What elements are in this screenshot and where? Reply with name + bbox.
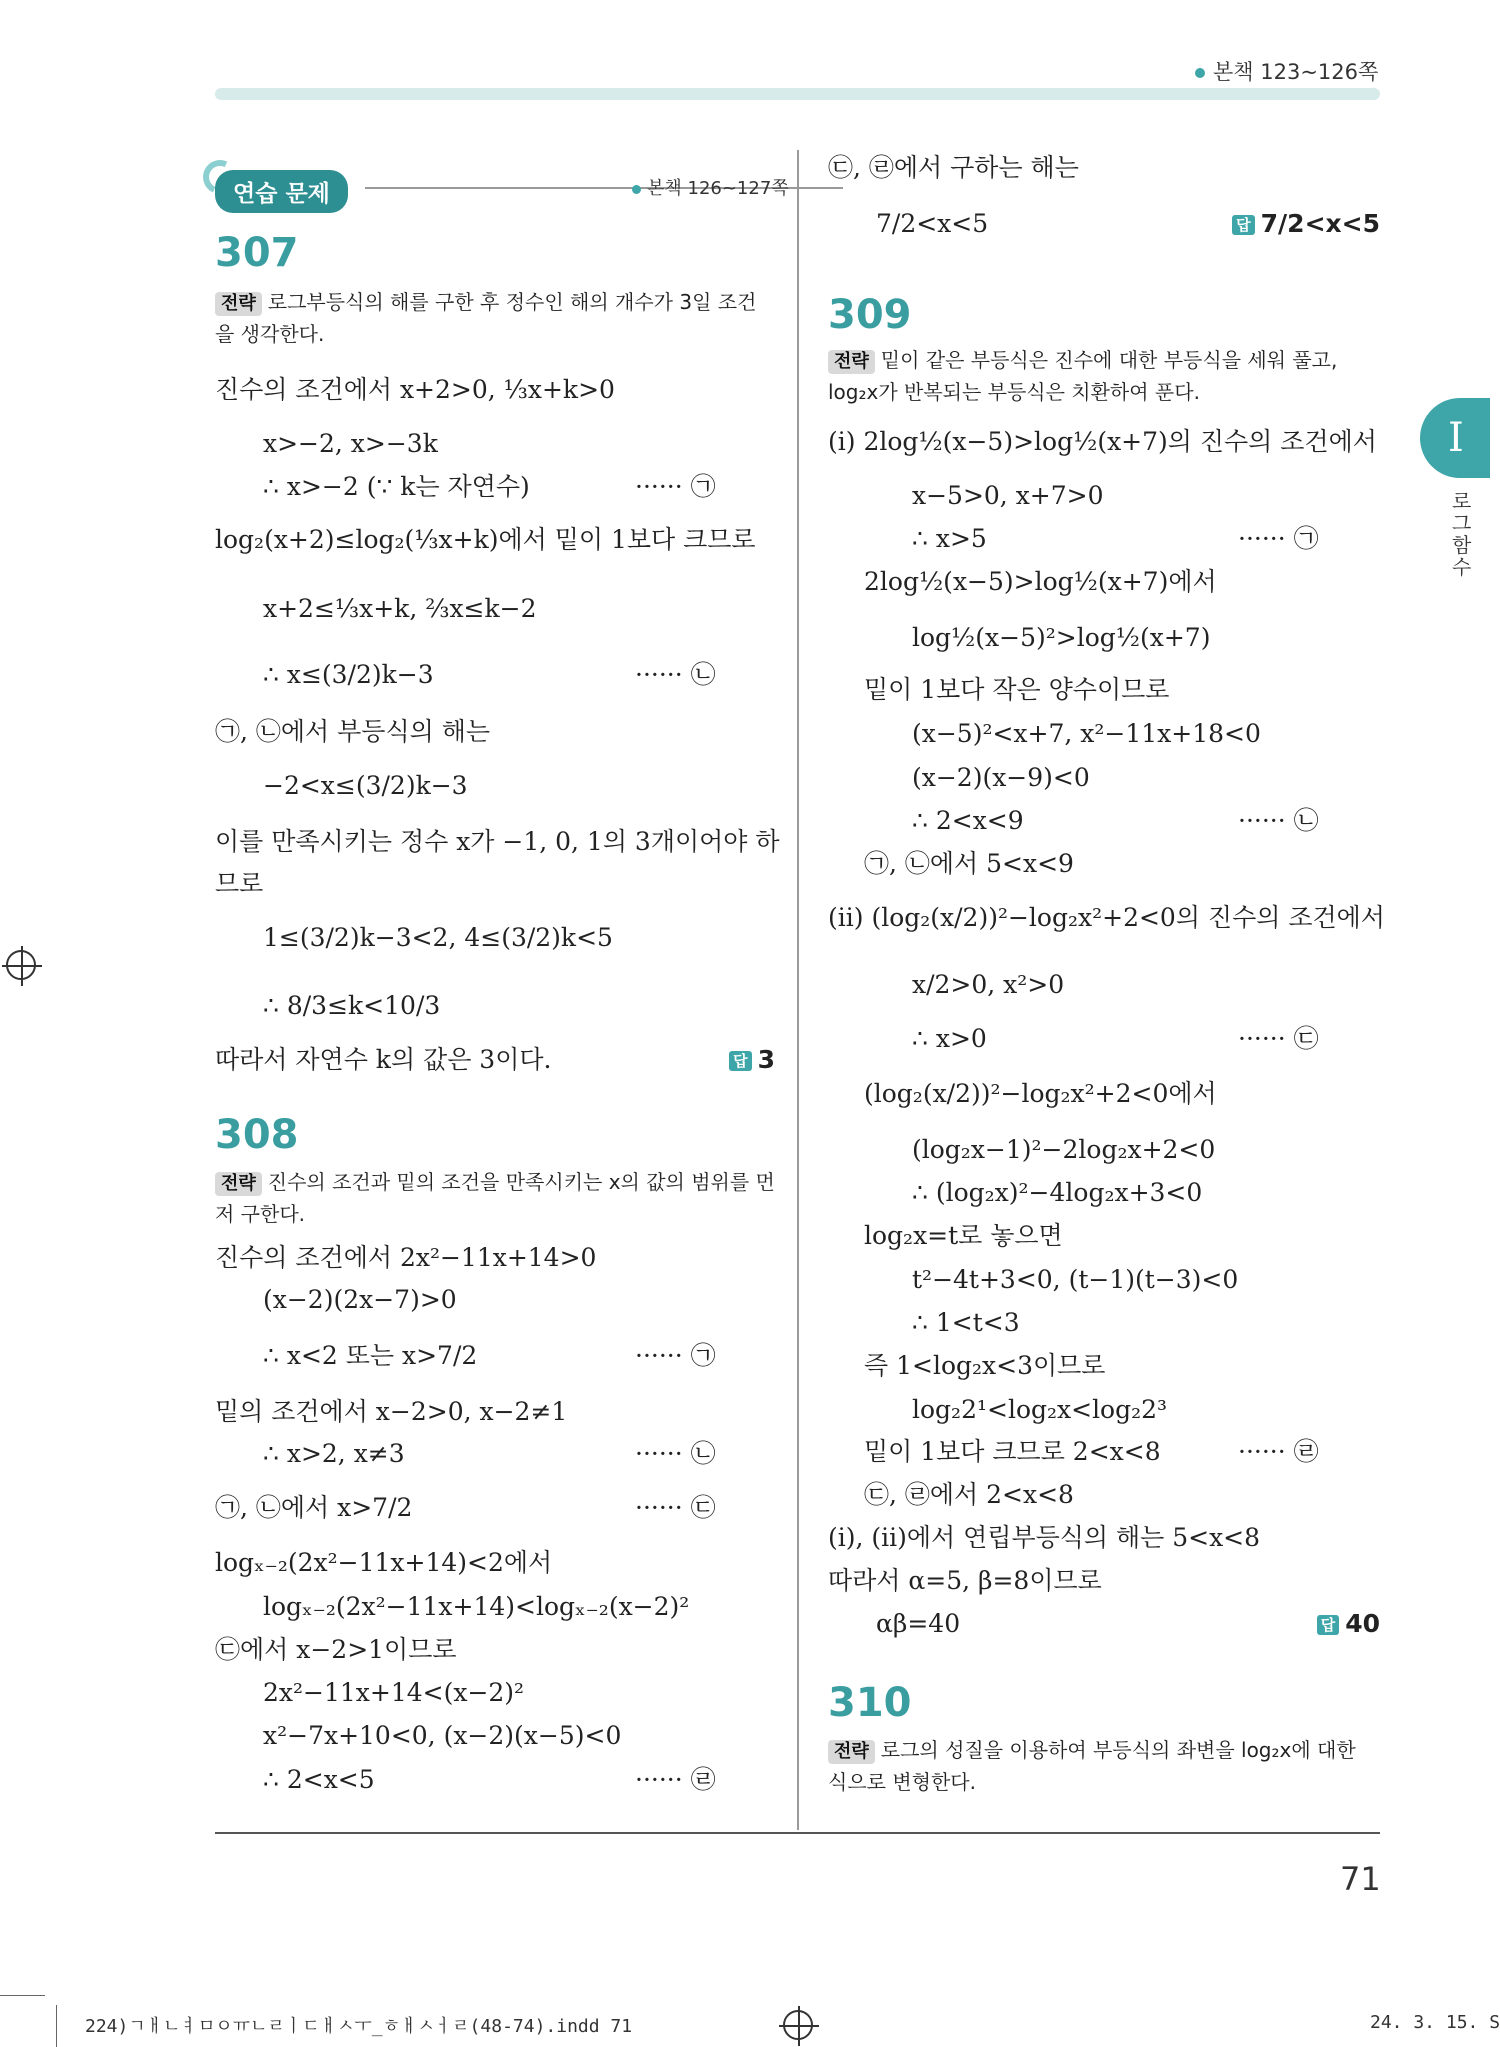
- solution-line: [912, 803, 1319, 839]
- solution-text: (x−2)(2x−7)>0: [263, 1285, 457, 1314]
- equation-marker: ······ ㉡: [635, 660, 716, 689]
- registration-mark-icon: [6, 950, 36, 980]
- solution-line: [864, 1218, 1063, 1254]
- problem-number-308: 308: [215, 1112, 299, 1158]
- chapter-label: 로그함수: [1452, 489, 1472, 579]
- solution-line: [912, 1305, 1020, 1341]
- solution-text: 진수의 조건에서 2x²−11x+14>0: [215, 1243, 597, 1272]
- solution-text: 밑이 1보다 작은 양수이므로: [864, 675, 1170, 704]
- equation-marker: ······ ㉣: [1238, 1437, 1319, 1466]
- solution-text: 따라서 α=5, β=8이므로: [828, 1566, 1102, 1595]
- equation-marker: ······ ㉡: [635, 1439, 716, 1468]
- solution-text: logₓ₋₂(2x²−11x+14)<2에서: [215, 1548, 553, 1577]
- solution-text: 밑의 조건에서 x−2>0, x−2≠1: [215, 1397, 568, 1426]
- solution-line: [912, 1392, 1167, 1428]
- solution-line: [263, 1589, 689, 1625]
- solution-text: 즉 1<log₂x<3이므로: [864, 1351, 1106, 1380]
- solution-line: [828, 1563, 1102, 1599]
- solution-line: [263, 1675, 524, 1711]
- solution-line: [263, 657, 716, 693]
- solution-text: (i), (ii)에서 연립부등식의 해는 5<x<8: [828, 1523, 1261, 1552]
- equation-marker: ······ ㉠: [635, 472, 716, 501]
- equation-marker: ······ ㉠: [635, 1341, 716, 1370]
- solution-text: (x−5)²<x+7, x²−11x+18<0: [912, 719, 1261, 748]
- solution-line: [912, 716, 1261, 752]
- solution-text: log₂2¹<log₂x<log₂2³: [912, 1395, 1168, 1424]
- solution-line: [876, 206, 988, 242]
- solution-line: [864, 846, 1074, 882]
- solution-line: [912, 521, 1319, 557]
- solution-text: −2<x≤(3/2)k−3: [263, 771, 468, 800]
- answer-309: 답 40: [1317, 1606, 1380, 1642]
- solution-text: (ii) (log₂(x/2))²−log₂x²+2<0의 진수의 조건에서: [828, 903, 1385, 932]
- solution-text: αβ=40: [876, 1609, 961, 1638]
- solution-line: [828, 900, 1385, 936]
- solution-line: [263, 1436, 716, 1472]
- strategy-308: 전략 진수의 조건과 밑의 조건을 만족시키는 x의 값의 범위를 먼저 구한다.: [215, 1170, 775, 1226]
- solution-text: log₂(x+2)≤log₂(⅓x+k)에서 밑이 1보다 크므로: [215, 525, 756, 554]
- bullet-icon: [632, 185, 641, 194]
- solution-line: [864, 564, 1217, 600]
- solution-line: [215, 1042, 551, 1078]
- bullet-icon: [1195, 68, 1205, 78]
- answer-307: 답 3: [729, 1042, 775, 1078]
- equation-marker: ······ ㉣: [635, 1765, 716, 1794]
- solution-line: [912, 478, 1104, 514]
- solution-text: ∴ x>2, x≠3: [263, 1439, 405, 1468]
- solution-line: [215, 1394, 567, 1430]
- problem-number-307: 307: [215, 230, 299, 276]
- solution-text: 7/2<x<5: [876, 209, 989, 238]
- solution-line: [828, 1520, 1260, 1556]
- solution-line: [864, 1076, 1217, 1112]
- equation-marker: ······ ㉢: [1238, 1024, 1319, 1053]
- solution-text: 따라서 자연수 k의 값은 3이다.: [215, 1045, 552, 1074]
- solution-line: [263, 1338, 716, 1374]
- footer-rule: [0, 1995, 45, 1996]
- equation-marker: ······ ㉢: [635, 1493, 716, 1522]
- solution-text: (log₂(x/2))²−log₂x²+2<0에서: [864, 1079, 1217, 1108]
- solution-text: ㉢, ㉣에서 2<x<8: [864, 1480, 1074, 1509]
- solution-line: [215, 714, 490, 750]
- solution-text: ∴ 2<x<9: [912, 806, 1024, 835]
- solution-text: 2x²−11x+14<(x−2)²: [263, 1678, 525, 1707]
- solution-text: ∴ x>0: [912, 1024, 987, 1053]
- solution-line: [864, 672, 1169, 708]
- solution-line: [215, 1632, 457, 1668]
- page-number: 71: [1340, 1860, 1381, 1898]
- strategy-tag: 전략: [215, 292, 262, 316]
- solution-text: ∴ 1<t<3: [912, 1308, 1020, 1337]
- solution-text: x²−7x+10<0, (x−2)(x−5)<0: [263, 1721, 622, 1750]
- solution-line: [263, 1282, 457, 1318]
- solution-line: [912, 1175, 1202, 1211]
- solution-line: [263, 1718, 621, 1754]
- footer-date: 24. 3. 15. S: [1370, 2012, 1500, 2033]
- solution-text: ∴ x>−2 (∵ k는 자연수): [263, 472, 530, 501]
- answer-308: 답 7/2<x<5: [1232, 206, 1380, 242]
- solution-text: 밑이 1보다 크므로 2<x<8: [864, 1437, 1161, 1466]
- solution-text: ∴ 2<x<5: [263, 1765, 375, 1794]
- solution-line: [912, 1021, 1319, 1057]
- solution-text: ㉠, ㉡에서 x>7/2: [215, 1493, 413, 1522]
- solution-text: ㉢에서 x−2>1이므로: [215, 1635, 457, 1664]
- equation-marker: ······ ㉡: [1238, 806, 1319, 835]
- problem-number-309: 309: [828, 292, 912, 338]
- solution-text: t²−4t+3<0, (t−1)(t−3)<0: [912, 1265, 1239, 1294]
- solution-text: log₂x=t로 놓으면: [864, 1221, 1063, 1250]
- problem-number-310: 310: [828, 1680, 912, 1726]
- solution-text: (log₂x−1)²−2log₂x+2<0: [912, 1135, 1216, 1164]
- solution-text: ㉠, ㉡에서 5<x<9: [864, 849, 1074, 878]
- section-badge: [215, 170, 348, 213]
- strategy-tag: 전략: [215, 1172, 262, 1196]
- solution-text: 이를 만족시키는 정수 x가 −1, 0, 1의 3개이어야 하: [215, 827, 780, 856]
- solution-line: [215, 866, 263, 902]
- solution-text: 므로: [215, 869, 264, 898]
- solution-text: log½(x−5)²>log½(x+7): [912, 623, 1211, 652]
- solution-line: [215, 1545, 552, 1581]
- strategy-309: 전략 밑이 같은 부등식은 진수에 대한 부등식을 세워 풀고, log₂x가 반복되는 부등식은 치환하여 푼다.: [828, 348, 1338, 404]
- solution-text: x+2≤⅓x+k, ⅔x≤k−2: [263, 594, 537, 623]
- solution-text: x−5>0, x+7>0: [912, 481, 1104, 510]
- solution-line: [912, 1132, 1215, 1168]
- section-book-ref: 본책 126~127쪽: [632, 174, 789, 200]
- solution-line: [263, 469, 716, 505]
- strategy-tag: 전략: [828, 1740, 875, 1764]
- strategy-307: 전략 로그부등식의 해를 구한 후 정수인 해의 개수가 3일 조건을 생각한다.: [215, 290, 757, 346]
- strategy-tag: 전략: [828, 350, 875, 374]
- solution-text: logₓ₋₂(2x²−11x+14)<logₓ₋₂(x−2)²: [263, 1592, 690, 1621]
- solution-text: x/2>0, x²>0: [912, 970, 1065, 999]
- solution-line: [876, 1606, 960, 1642]
- solution-line: [912, 1262, 1238, 1298]
- solution-line: [215, 824, 780, 860]
- solution-line: [864, 1477, 1074, 1513]
- solution-line: [263, 988, 440, 1024]
- solution-line: [215, 1240, 596, 1276]
- solution-line: [864, 1348, 1105, 1384]
- solution-text: ∴ (log₂x)²−4log₂x+3<0: [912, 1178, 1203, 1207]
- header-bar: [215, 88, 1380, 100]
- column-divider: [797, 150, 799, 1830]
- solution-line: [263, 1762, 716, 1798]
- solution-text: ㉠, ㉡에서 부등식의 해는: [215, 717, 490, 746]
- equation-marker: ······ ㉠: [1238, 524, 1319, 553]
- solution-text: 진수의 조건에서 x+2>0, ⅓x+k>0: [215, 375, 615, 404]
- solution-text: ∴ 8/3≤k<10/3: [263, 991, 441, 1020]
- solution-line: [215, 522, 756, 558]
- footer-file-name: 224)ㄱㅐㄴㅕㅁㅇㅠㄴㄹㅣㄷㅐㅅㅜ_ㅎㅐㅅㅓㄹ(48-74).indd 71: [85, 2016, 633, 2037]
- solution-text: ∴ x≤(3/2)k−3: [263, 660, 434, 689]
- footer-rule: [56, 2005, 57, 2047]
- solution-line: [912, 620, 1210, 656]
- solution-line: [263, 426, 438, 462]
- solution-line: [828, 150, 1079, 186]
- solution-line: [263, 591, 537, 627]
- solution-line: [263, 768, 468, 804]
- bottom-rule: [215, 1832, 1380, 1834]
- section-badge-label: 연습 문제: [215, 170, 348, 213]
- strategy-310: 전략 로그의 성질을 이용하여 부등식의 좌변을 log₂x에 대한 식으로 변형한다.: [828, 1738, 1356, 1794]
- solution-text: (x−2)(x−9)<0: [912, 763, 1090, 792]
- solution-text: ∴ x<2 또는 x>7/2: [263, 1341, 478, 1370]
- solution-line: [828, 424, 1377, 460]
- solution-line: [215, 1490, 716, 1526]
- solution-text: 2log½(x−5)>log½(x+7)에서: [864, 567, 1217, 596]
- solution-line: [864, 1434, 1319, 1470]
- solution-text: (i) 2log½(x−5)>log½(x+7)의 진수의 조건에서: [828, 427, 1377, 456]
- solution-line: [215, 372, 615, 408]
- solution-line: [912, 967, 1064, 1003]
- solution-line: [912, 760, 1090, 796]
- registration-mark-icon: [783, 2010, 813, 2040]
- solution-text: ∴ x>5: [912, 524, 987, 553]
- chapter-tab: I: [1420, 398, 1490, 478]
- solution-text: ㉢, ㉣에서 구하는 해는: [828, 153, 1079, 182]
- solution-text: 1≤(3/2)k−3<2, 4≤(3/2)k<5: [263, 923, 613, 952]
- header-book-ref: 본책 123~126쪽: [1195, 56, 1378, 86]
- solution-line: [263, 920, 613, 956]
- solution-text: x>−2, x>−3k: [263, 429, 438, 458]
